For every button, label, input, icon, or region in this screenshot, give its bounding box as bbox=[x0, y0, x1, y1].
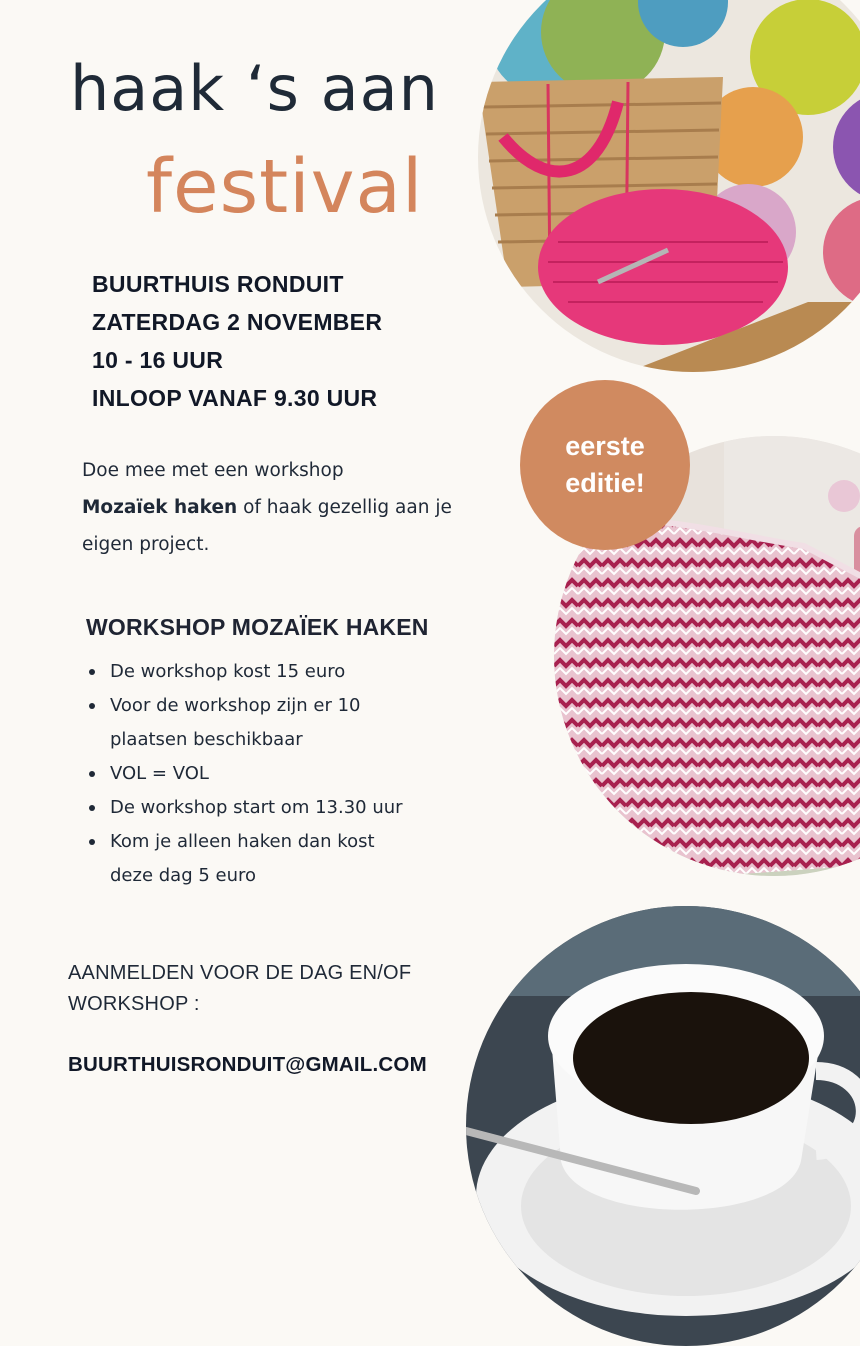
list-item: De workshop start om 13.30 uur bbox=[88, 791, 418, 825]
contact-email[interactable]: BUURTHUISRONDUIT@GMAIL.COM bbox=[68, 1053, 427, 1076]
list-item: Voor de workshop zijn er 10 plaatsen beschikbaar bbox=[88, 689, 418, 757]
title-line-1: haak ‘s aan bbox=[70, 52, 439, 125]
list-item: VOL = VOL bbox=[88, 757, 418, 791]
first-edition-badge bbox=[520, 380, 690, 550]
event-date: ZATERDAG 2 NOVEMBER bbox=[92, 309, 383, 335]
list-item: Kom je alleen haken dan kost deze dag 5 euro bbox=[88, 825, 418, 893]
yarn-illustration bbox=[478, 0, 860, 372]
register-text: AANMELDEN VOOR DE DAG EN/OF WORKSHOP : bbox=[68, 962, 412, 1015]
coffee-cup-photo bbox=[466, 906, 860, 1346]
list-item: De workshop kost 15 euro bbox=[88, 655, 418, 689]
workshop-heading: WORKSHOP MOZAÏEK HAKEN bbox=[86, 614, 429, 640]
yarn-basket-photo bbox=[478, 0, 860, 372]
coffee-illustration bbox=[466, 906, 860, 1346]
intro-bold: Mozaïek haken bbox=[82, 497, 238, 518]
event-time: 10 - 16 UUR bbox=[92, 347, 224, 373]
event-walk-in: INLOOP VANAF 9.30 UUR bbox=[92, 385, 378, 411]
event-info bbox=[92, 265, 382, 417]
event-venue: BUURTHUIS RONDUIT bbox=[92, 271, 344, 297]
intro-prefix: Doe mee met een workshop bbox=[82, 460, 344, 481]
intro-text bbox=[82, 452, 482, 563]
badge-text: eerste editie! bbox=[565, 431, 645, 498]
workshop-list bbox=[88, 655, 418, 893]
intro-suffix: of haak gezellig aan je eigen project. bbox=[82, 497, 452, 555]
title-line-2: festival bbox=[146, 144, 424, 230]
